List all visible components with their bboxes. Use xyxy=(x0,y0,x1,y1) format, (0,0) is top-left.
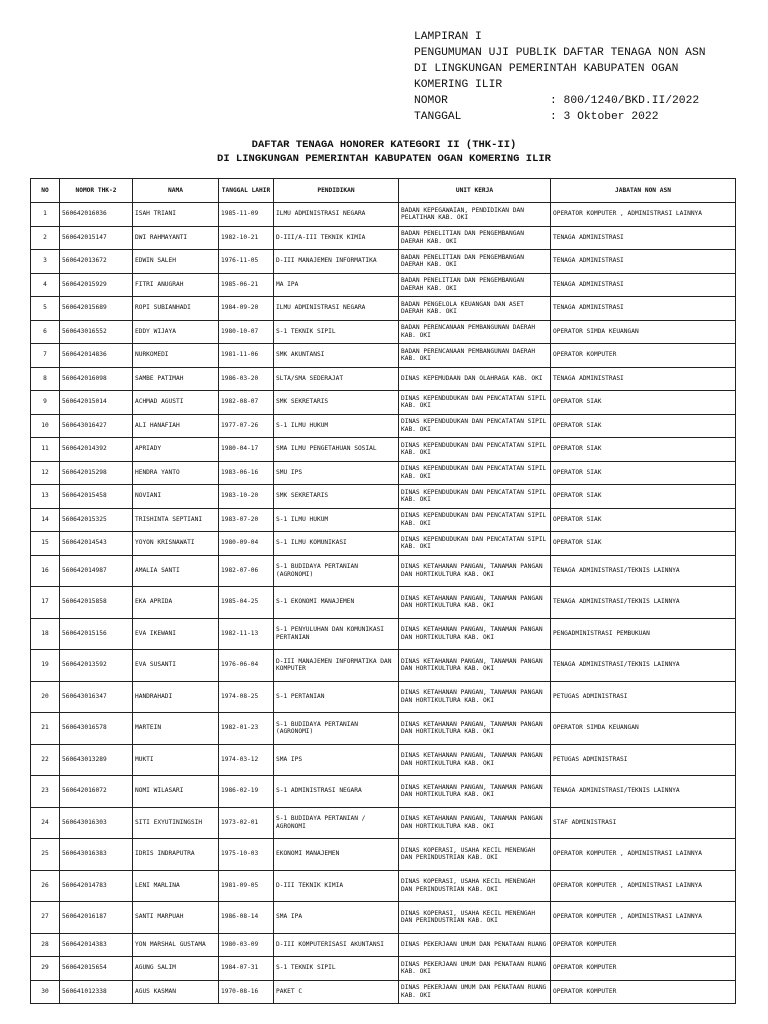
work-unit-cell: DINAS KETAHANAN PANGAN, TANAMAN PANGAN DAN HORTIKULTURA KAB. OKI xyxy=(399,776,551,808)
table-row xyxy=(31,391,736,415)
position-cell: TENAGA ADMINISTRASI xyxy=(551,226,736,250)
name-cell: FITRI ANUGRAH xyxy=(133,273,219,297)
position-cell: TENAGA ADMINISTRASI/TEKNIS LAINNYA xyxy=(551,776,736,808)
work-unit-cell: DINAS KOPERASI, USAHA KECIL MENENGAH DAN PERINDUSTRIAN KAB. OKI xyxy=(399,839,551,871)
thk-number-cell: 560643016303 xyxy=(60,807,133,839)
position-cell: OPERATOR SIAK xyxy=(551,508,736,532)
birth-date-cell: 1974-03-12 xyxy=(219,744,274,776)
row-number-cell: 25 xyxy=(31,839,60,871)
work-unit-cell: DINAS PEKERJAAN UMUM DAN PENATAAN RUANG KAB. OKI xyxy=(399,980,551,1004)
row-number-cell: 21 xyxy=(31,713,60,745)
thk-number-cell: 560641012338 xyxy=(60,980,133,1004)
column-header: JABATAN NON ASN xyxy=(551,179,736,203)
work-unit-cell: BADAN PERENCANAAN PEMBANGUNAN DAERAH KAB. OKI xyxy=(399,320,551,344)
birth-date-cell: 1976-06-04 xyxy=(219,650,274,682)
thk-number-cell: 560642015929 xyxy=(60,273,133,297)
thk-number-cell: 560642016098 xyxy=(60,367,133,391)
table-row xyxy=(31,839,736,871)
name-cell: DWI RAHMAYANTI xyxy=(133,226,219,250)
birth-date-cell: 1980-04-17 xyxy=(219,438,274,462)
row-number-cell: 8 xyxy=(31,367,60,391)
birth-date-cell: 1982-07-06 xyxy=(219,555,274,587)
thk-number-cell: 560642014836 xyxy=(60,344,133,368)
work-unit-cell: DINAS KETAHANAN PANGAN, TANAMAN PANGAN DAN HORTIKULTURA KAB. OKI xyxy=(399,807,551,839)
work-unit-cell: BADAN PENGELOLA KEUANGAN DAN ASET DAERAH KAB. OKI xyxy=(399,297,551,321)
work-unit-cell: DINAS KETAHANAN PANGAN, TANAMAN PANGAN DAN HORTIKULTURA KAB. OKI xyxy=(399,713,551,745)
birth-date-cell: 1980-10-07 xyxy=(219,320,274,344)
table-row xyxy=(31,870,736,902)
row-number-cell: 9 xyxy=(31,391,60,415)
education-cell: S-1 TEKNIK SIPIL xyxy=(274,320,399,344)
birth-date-cell: 1986-08-14 xyxy=(219,902,274,934)
table-row xyxy=(31,297,736,321)
row-number-cell: 26 xyxy=(31,870,60,902)
education-cell: S-1 EKONOMI MANAJEMEN xyxy=(274,587,399,619)
education-cell: S-1 TEKNIK SIPIL xyxy=(274,957,399,981)
table-row xyxy=(31,508,736,532)
row-number-cell: 11 xyxy=(31,438,60,462)
name-cell: TRISHINTA SEPTIANI xyxy=(133,508,219,532)
name-cell: EVA IKEWANI xyxy=(133,618,219,650)
position-cell: OPERATOR SIMDA KEUANGAN xyxy=(551,713,736,745)
thk-number-cell: 560642015325 xyxy=(60,508,133,532)
name-cell: IDRIS INDRAPUTRA xyxy=(133,839,219,871)
education-cell: D-III MANAJEMEN INFORMATIKA DAN KOMPUTER xyxy=(274,650,399,682)
row-number-cell: 19 xyxy=(31,650,60,682)
work-unit-cell: DINAS KETAHANAN PANGAN, TANAMAN PANGAN DAN HORTIKULTURA KAB. OKI xyxy=(399,618,551,650)
work-unit-cell: DINAS KETAHANAN PANGAN, TANAMAN PANGAN DAN HORTIKULTURA KAB. OKI xyxy=(399,681,551,713)
table-header-row xyxy=(31,179,736,203)
work-unit-cell: DINAS KEPEMUDAAN DAN OLAHRAGA KAB. OKI xyxy=(399,367,551,391)
honorer-table xyxy=(30,178,736,1004)
work-unit-cell: BADAN KEPEGAWAIAN, PENDIDIKAN DAN PELATIHAN KAB. OKI xyxy=(399,203,551,227)
name-cell: YON MARSHAL GUSTAMA xyxy=(133,933,219,957)
thk-number-cell: 560642015654 xyxy=(60,957,133,981)
education-cell: SMU IPS xyxy=(274,461,399,485)
row-number-cell: 5 xyxy=(31,297,60,321)
education-cell: S-1 PENYULUHAN DAN KOMUNIKASI PERTANIAN xyxy=(274,618,399,650)
work-unit-cell: DINAS KETAHANAN PANGAN, TANAMAN PANGAN DAN HORTIKULTURA KAB. OKI xyxy=(399,744,551,776)
work-unit-cell: DINAS PEKERJAAN UMUM DAN PENATAAN RUANG KAB. OKI xyxy=(399,957,551,981)
position-cell: OPERATOR KOMPUTER , ADMINISTRASI LAINNYA xyxy=(551,902,736,934)
work-unit-cell: DINAS KEPENDUDUKAN DAN PENCATATAN SIPIL KAB. OKI xyxy=(399,391,551,415)
name-cell: NOMI WILASARI xyxy=(133,776,219,808)
education-cell: S-1 BUDIDAYA PERTANIAN / AGRONOMI xyxy=(274,807,399,839)
row-number-cell: 13 xyxy=(31,485,60,509)
thk-number-cell: 560643016383 xyxy=(60,839,133,871)
attachment-header xyxy=(414,29,754,125)
column-header: NOMOR THK-2 xyxy=(60,179,133,203)
birth-date-cell: 1970-08-16 xyxy=(219,980,274,1004)
education-cell: D-III KOMPUTERISASI AKUNTANSI xyxy=(274,933,399,957)
name-cell: AMALIA SANTI xyxy=(133,555,219,587)
table-row xyxy=(31,902,736,934)
work-unit-cell: DINAS KEPENDUDUKAN DAN PENCATATAN SIPIL KAB. OKI xyxy=(399,438,551,462)
birth-date-cell: 1986-02-19 xyxy=(219,776,274,808)
nomor-row xyxy=(414,93,754,109)
row-number-cell: 3 xyxy=(31,250,60,274)
education-cell: S-1 ILMU KOMUNIKASI xyxy=(274,532,399,556)
position-cell: STAF ADMINISTRASI xyxy=(551,807,736,839)
table-body xyxy=(31,203,736,1004)
table-row xyxy=(31,438,736,462)
table-row xyxy=(31,957,736,981)
education-cell: SMA IPA xyxy=(274,902,399,934)
row-number-cell: 14 xyxy=(31,508,60,532)
birth-date-cell: 1982-01-23 xyxy=(219,713,274,745)
row-number-cell: 16 xyxy=(31,555,60,587)
name-cell: AGUNG SALIM xyxy=(133,957,219,981)
work-unit-cell: DINAS KOPERASI, USAHA KECIL MENENGAH DAN PERINDUSTRIAN KAB. OKI xyxy=(399,902,551,934)
row-number-cell: 24 xyxy=(31,807,60,839)
thk-number-cell: 560642014987 xyxy=(60,555,133,587)
position-cell: OPERATOR SIMDA KEUANGAN xyxy=(551,320,736,344)
work-unit-cell: DINAS KEPENDUDUKAN DAN PENCATATAN SIPIL KAB. OKI xyxy=(399,485,551,509)
thk-number-cell: 560642016036 xyxy=(60,203,133,227)
column-header: NO xyxy=(31,179,60,203)
name-cell: HANDRAHADI xyxy=(133,681,219,713)
name-cell: LENI MARLINA xyxy=(133,870,219,902)
document-title: DAFTAR TENAGA HONORER KATEGORI II (THK-II) xyxy=(251,139,517,151)
thk-number-cell: 560642013592 xyxy=(60,650,133,682)
header-line: DI LINGKUNGAN PEMERINTAH KABUPATEN OGAN xyxy=(414,63,679,75)
table-row xyxy=(31,344,736,368)
birth-date-cell: 1986-03-20 xyxy=(219,367,274,391)
work-unit-cell: DINAS PEKERJAAN UMUM DAN PENATAAN RUANG xyxy=(399,933,551,957)
birth-date-cell: 1983-10-20 xyxy=(219,485,274,509)
column-header: NAMA xyxy=(133,179,219,203)
birth-date-cell: 1985-04-25 xyxy=(219,587,274,619)
row-number-cell: 4 xyxy=(31,273,60,297)
thk-number-cell: 560642014383 xyxy=(60,933,133,957)
name-cell: ALI HANAFIAH xyxy=(133,414,219,438)
table-row xyxy=(31,618,736,650)
name-cell: SITI EXYUTININGSIH xyxy=(133,807,219,839)
thk-number-cell: 560643013289 xyxy=(60,744,133,776)
tanggal-row xyxy=(414,109,754,125)
position-cell: OPERATOR SIAK xyxy=(551,532,736,556)
table-row xyxy=(31,273,736,297)
birth-date-cell: 1983-07-20 xyxy=(219,508,274,532)
education-cell: SMK SEKRETARIS xyxy=(274,391,399,415)
table-row xyxy=(31,587,736,619)
header-line: KOMERING ILIR xyxy=(414,79,503,91)
table-row xyxy=(31,485,736,509)
education-cell: S-1 BUDIDAYA PERTANIAN (AGRONOMI) xyxy=(274,555,399,587)
thk-number-cell: 560642013672 xyxy=(60,250,133,274)
table-row xyxy=(31,807,736,839)
thk-number-cell: 560642015156 xyxy=(60,618,133,650)
birth-date-cell: 1982-10-21 xyxy=(219,226,274,250)
table-row xyxy=(31,532,736,556)
birth-date-cell: 1981-11-06 xyxy=(219,344,274,368)
education-cell: EKONOMI MANAJEMEN xyxy=(274,839,399,871)
education-cell: ILMU ADMINISTRASI NEGARA xyxy=(274,297,399,321)
row-number-cell: 28 xyxy=(31,933,60,957)
position-cell: OPERATOR SIAK xyxy=(551,485,736,509)
position-cell: TENAGA ADMINISTRASI/TEKNIS LAINNYA xyxy=(551,555,736,587)
column-header: TANGGAL LAHIR xyxy=(219,179,274,203)
table-row xyxy=(31,980,736,1004)
birth-date-cell: 1984-07-31 xyxy=(219,957,274,981)
thk-number-cell: 560642014783 xyxy=(60,870,133,902)
position-cell: OPERATOR KOMPUTER xyxy=(551,933,736,957)
table-row xyxy=(31,367,736,391)
birth-date-cell: 1973-02-01 xyxy=(219,807,274,839)
name-cell: EDDY WIJAYA xyxy=(133,320,219,344)
name-cell: APRIADY xyxy=(133,438,219,462)
work-unit-cell: DINAS KEPENDUDUKAN DAN PENCATATAN SIPIL KAB. OKI xyxy=(399,461,551,485)
name-cell: NOVIANI xyxy=(133,485,219,509)
thk-number-cell: 560642015014 xyxy=(60,391,133,415)
position-cell: PETUGAS ADMINISTRASI xyxy=(551,744,736,776)
nomor-label: NOMOR xyxy=(414,95,448,107)
row-number-cell: 6 xyxy=(31,320,60,344)
education-cell: SMK SEKRETARIS xyxy=(274,485,399,509)
row-number-cell: 10 xyxy=(31,414,60,438)
row-number-cell: 1 xyxy=(31,203,60,227)
row-number-cell: 27 xyxy=(31,902,60,934)
position-cell: OPERATOR SIAK xyxy=(551,414,736,438)
work-unit-cell: DINAS KETAHANAN PANGAN, TANAMAN PANGAN DAN HORTIKULTURA KAB. OKI xyxy=(399,650,551,682)
work-unit-cell: BADAN PENELITIAN DAN PENGEMBANGAN DAERAH KAB. OKI xyxy=(399,250,551,274)
name-cell: NURKOMEDI xyxy=(133,344,219,368)
name-cell: AGUS KASMAN xyxy=(133,980,219,1004)
birth-date-cell: 1983-06-16 xyxy=(219,461,274,485)
birth-date-cell: 1980-03-09 xyxy=(219,933,274,957)
birth-date-cell: 1975-10-03 xyxy=(219,839,274,871)
thk-number-cell: 560643016578 xyxy=(60,713,133,745)
table-row xyxy=(31,650,736,682)
birth-date-cell: 1981-09-05 xyxy=(219,870,274,902)
table-row xyxy=(31,320,736,344)
name-cell: EKA APRIDA xyxy=(133,587,219,619)
row-number-cell: 22 xyxy=(31,744,60,776)
table-row xyxy=(31,681,736,713)
name-cell: ACHMAD AGUSTI xyxy=(133,391,219,415)
position-cell: TENAGA ADMINISTRASI xyxy=(551,297,736,321)
name-cell: SAMBE PATIMAH xyxy=(133,367,219,391)
birth-date-cell: 1985-06-21 xyxy=(219,273,274,297)
row-number-cell: 15 xyxy=(31,532,60,556)
document-subtitle: DI LINGKUNGAN PEMERINTAH KABUPATEN OGAN KOMERING ILIR xyxy=(217,153,551,165)
thk-number-cell: 560642015298 xyxy=(60,461,133,485)
birth-date-cell: 1976-11-05 xyxy=(219,250,274,274)
table-row xyxy=(31,414,736,438)
position-cell: OPERATOR KOMPUTER xyxy=(551,957,736,981)
education-cell: S-1 ADMINISTRASI NEGARA xyxy=(274,776,399,808)
header-line: LAMPIRAN I xyxy=(414,31,482,43)
name-cell: MUKTI xyxy=(133,744,219,776)
position-cell: TENAGA ADMINISTRASI xyxy=(551,250,736,274)
work-unit-cell: DINAS KETAHANAN PANGAN, TANAMAN PANGAN DAN HORTIKULTURA KAB. OKI xyxy=(399,555,551,587)
thk-number-cell: 560642016072 xyxy=(60,776,133,808)
column-header: PENDIDIKAN xyxy=(274,179,399,203)
education-cell: S-1 PERTANIAN xyxy=(274,681,399,713)
thk-number-cell: 560642014392 xyxy=(60,438,133,462)
position-cell: TENAGA ADMINISTRASI/TEKNIS LAINNYA xyxy=(551,650,736,682)
birth-date-cell: 1980-09-04 xyxy=(219,532,274,556)
table-row xyxy=(31,226,736,250)
education-cell: ILMU ADMINISTRASI NEGARA xyxy=(274,203,399,227)
name-cell: MARTEIN xyxy=(133,713,219,745)
thk-number-cell: 560643016427 xyxy=(60,414,133,438)
position-cell: OPERATOR SIAK xyxy=(551,461,736,485)
name-cell: SANTI MARPUAH xyxy=(133,902,219,934)
position-cell: OPERATOR KOMPUTER , ADMINISTRASI LAINNYA xyxy=(551,203,736,227)
row-number-cell: 29 xyxy=(31,957,60,981)
education-cell: SLTA/SMA SEDERAJAT xyxy=(274,367,399,391)
position-cell: PETUGAS ADMINISTRASI xyxy=(551,681,736,713)
position-cell: TENAGA ADMINISTRASI xyxy=(551,367,736,391)
thk-number-cell: 560642015458 xyxy=(60,485,133,509)
thk-number-cell: 560642016187 xyxy=(60,902,133,934)
name-cell: EVA SUSANTI xyxy=(133,650,219,682)
name-cell: ROPI SUBIANHADI xyxy=(133,297,219,321)
education-cell: MA IPA xyxy=(274,273,399,297)
table-row xyxy=(31,203,736,227)
tanggal-label: TANGGAL xyxy=(414,111,462,123)
name-cell: ISAH TRIANI xyxy=(133,203,219,227)
position-cell: OPERATOR KOMPUTER , ADMINISTRASI LAINNYA xyxy=(551,870,736,902)
table-row xyxy=(31,933,736,957)
position-cell: TENAGA ADMINISTRASI/TEKNIS LAINNYA xyxy=(551,587,736,619)
row-number-cell: 2 xyxy=(31,226,60,250)
work-unit-cell: DINAS KOPERASI, USAHA KECIL MENENGAH DAN PERINDUSTRIAN KAB. OKI xyxy=(399,870,551,902)
name-cell: HENDRA YANTO xyxy=(133,461,219,485)
position-cell: TENAGA ADMINISTRASI xyxy=(551,273,736,297)
education-cell: SMK AKUNTANSI xyxy=(274,344,399,368)
education-cell: S-1 BUDIDAYA PERTANIAN (AGRONOMI) xyxy=(274,713,399,745)
education-cell: PAKET C xyxy=(274,980,399,1004)
birth-date-cell: 1982-11-13 xyxy=(219,618,274,650)
name-cell: YOYON KRISNAWATI xyxy=(133,532,219,556)
work-unit-cell: DINAS KEPENDUDUKAN DAN PENCATATAN SIPIL KAB. OKI xyxy=(399,508,551,532)
thk-number-cell: 560642015147 xyxy=(60,226,133,250)
education-cell: SMA IPS xyxy=(274,744,399,776)
work-unit-cell: BADAN PERENCANAAN PEMBANGUNAN DAERAH KAB. OKI xyxy=(399,344,551,368)
header-line: PENGUMUMAN UJI PUBLIK DAFTAR TENAGA NON ASN xyxy=(414,47,706,59)
education-cell: SMA ILMU PENGETAHUAN SOSIAL xyxy=(274,438,399,462)
education-cell: D-III MANAJEMEN INFORMATIKA xyxy=(274,250,399,274)
birth-date-cell: 1982-08-07 xyxy=(219,391,274,415)
thk-number-cell: 560643016552 xyxy=(60,320,133,344)
position-cell: OPERATOR SIAK xyxy=(551,438,736,462)
name-cell: EDWIN SALEH xyxy=(133,250,219,274)
position-cell: PENGADMINISTRASI PEMBUKUAN xyxy=(551,618,736,650)
birth-date-cell: 1974-08-25 xyxy=(219,681,274,713)
work-unit-cell: DINAS KEPENDUDUKAN DAN PENCATATAN SIPIL KAB. OKI xyxy=(399,414,551,438)
table-row xyxy=(31,776,736,808)
row-number-cell: 20 xyxy=(31,681,60,713)
row-number-cell: 30 xyxy=(31,980,60,1004)
position-cell: OPERATOR KOMPUTER , ADMINISTRASI LAINNYA xyxy=(551,839,736,871)
row-number-cell: 7 xyxy=(31,344,60,368)
tanggal-value: : 3 Oktober 2022 xyxy=(550,111,659,123)
work-unit-cell: DINAS KEPENDUDUKAN DAN PENCATATAN SIPIL KAB. OKI xyxy=(399,532,551,556)
thk-number-cell: 560643016347 xyxy=(60,681,133,713)
nomor-value: : 800/1240/BKD.II/2022 xyxy=(550,95,700,107)
table-row xyxy=(31,744,736,776)
birth-date-cell: 1985-11-09 xyxy=(219,203,274,227)
education-cell: S-1 ILMU HUKUM xyxy=(274,414,399,438)
birth-date-cell: 1977-07-26 xyxy=(219,414,274,438)
education-cell: S-1 ILMU HUKUM xyxy=(274,508,399,532)
column-header: UNIT KERJA xyxy=(399,179,551,203)
thk-number-cell: 560642014543 xyxy=(60,532,133,556)
position-cell: OPERATOR KOMPUTER xyxy=(551,344,736,368)
position-cell: OPERATOR SIAK xyxy=(551,391,736,415)
education-cell: D-III TEKNIK KIMIA xyxy=(274,870,399,902)
row-number-cell: 18 xyxy=(31,618,60,650)
thk-number-cell: 560642015858 xyxy=(60,587,133,619)
row-number-cell: 23 xyxy=(31,776,60,808)
education-cell: D-III/A-III TEKNIK KIMIA xyxy=(274,226,399,250)
table-row xyxy=(31,461,736,485)
work-unit-cell: BADAN PENELITIAN DAN PENGEMBANGAN DAERAH KAB. OKI xyxy=(399,273,551,297)
position-cell: OPERATOR KOMPUTER xyxy=(551,980,736,1004)
work-unit-cell: DINAS KETAHANAN PANGAN, TANAMAN PANGAN DAN HORTIKULTURA KAB. OKI xyxy=(399,587,551,619)
table-row xyxy=(31,555,736,587)
table-row xyxy=(31,250,736,274)
row-number-cell: 12 xyxy=(31,461,60,485)
row-number-cell: 17 xyxy=(31,587,60,619)
thk-number-cell: 560642015689 xyxy=(60,297,133,321)
birth-date-cell: 1984-09-20 xyxy=(219,297,274,321)
table-row xyxy=(31,713,736,745)
work-unit-cell: BADAN PENELITIAN DAN PENGEMBANGAN DAERAH KAB. OKI xyxy=(399,226,551,250)
